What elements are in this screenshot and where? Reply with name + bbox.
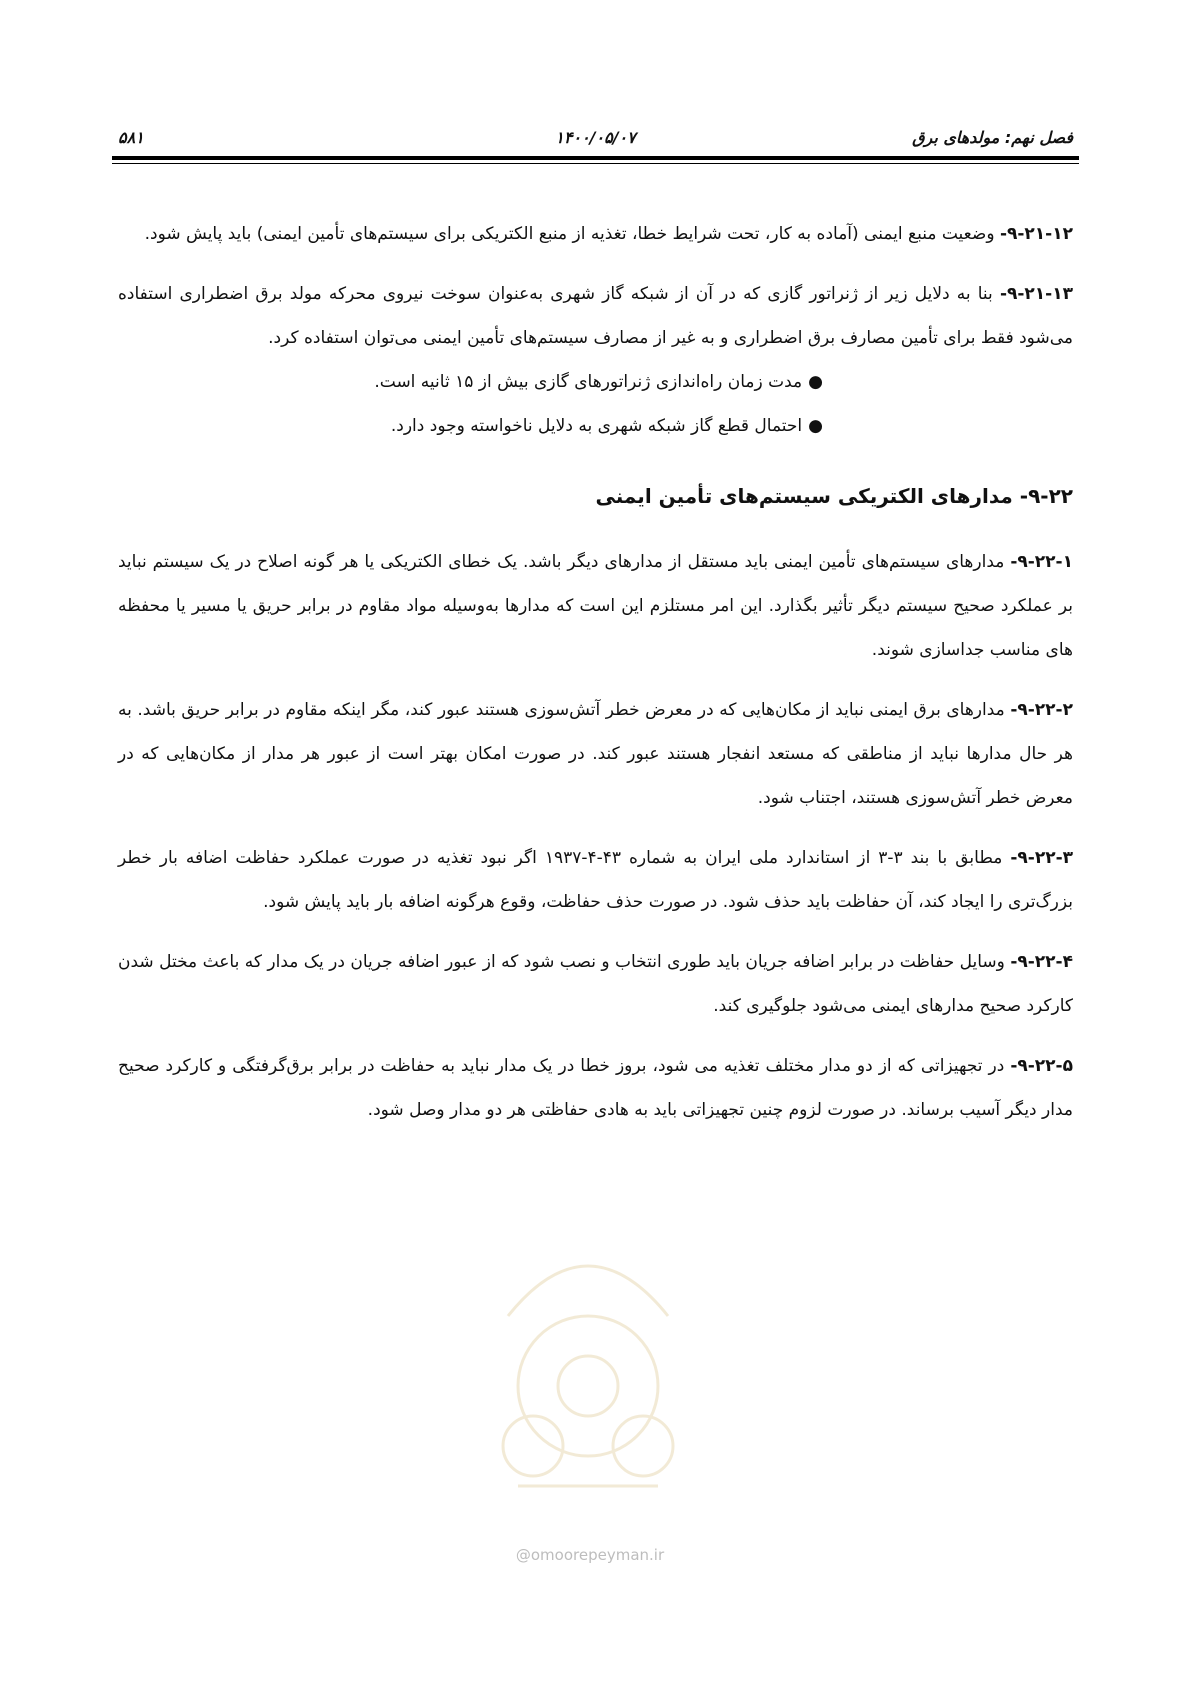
clause-number: ۹-۲۲-۱- [1010,552,1073,572]
clause-text: وسایل حفاظت در برابر اضافه جریان باید طوری انتخاب و نصب شود که از عبور اضافه جریان در یک مدار که باعث مختل شدن کارکرد صحیح مدارهای ایمنی می‌شود جلوگیری کند. [118,952,1073,1016]
paragraph [118,272,1073,360]
header-date: ۱۴۰۰/۰۵/۰۷ [555,127,636,147]
paragraph [118,836,1073,924]
watermark-arc [508,1266,668,1316]
list-item: ●مدت زمان راه‌اندازی ژنراتورهای گازی بیش از ۱۵ ثانیه است. [118,360,823,404]
paragraph [118,1044,1073,1132]
page-number: ۵۸۱ [118,127,144,147]
clause-number: ۹-۲۲-۵- [1010,1056,1073,1076]
watermark-gear-ring [518,1316,658,1456]
clause-number: ۹-۲۲-۲- [1010,700,1073,720]
watermark-site: @omoorepeyman.ir [515,1546,665,1564]
page-header [118,124,1073,150]
bullet-icon: ● [808,372,823,392]
paragraph [118,212,1073,256]
list-item: ●احتمال قطع گاز شبکه شهری به دلایل ناخواسته وجود دارد. [118,404,823,448]
paragraph [118,540,1073,672]
chapter-title: فصل نهم: مولدهای برق [912,127,1073,147]
paragraph [118,688,1073,820]
clause-text: مدارهای سیستم‌های تأمین ایمنی باید مستقل از مدارهای دیگر باشد. یک خطای الکتریکی یا هر گونه اصلاح در یک سیستم نباید بر عملکرد صحیح سیستم دیگر تأثیر بگذارد. این امر مستلزم این است که مدارها به‌وسیله مواد مقاوم در برابر حریق یا مسیر یا محفظه های مناسب جداسازی شوند. [118,552,1073,660]
watermark-logo-icon [478,1196,698,1536]
document-body [118,212,1073,1148]
clause-number: ۹-۲۱-۱۳- [999,284,1073,304]
clause-number: ۹-۲۲-۳- [1010,848,1074,868]
paragraph [118,940,1073,1028]
header-rule-thick [112,156,1079,160]
bullet-list [118,360,1073,448]
clause-text: بنا به دلایل زیر از ژنراتور گازی که در آن از شبکه گاز شهری به‌عنوان سوخت نیروی محرکه مولد برق اضطراری استفاده می‌شود فقط برای تأمین مصارف برق اضطراری و به غیر از مصارف سیستم‌های تأمین ایمنی می‌توان استفاده کرد. [118,284,1073,348]
bullet-icon: ● [808,416,823,436]
header-rule-thin [112,163,1079,164]
clause-text: وضعیت منبع ایمنی (آماده به کار، تحت شرایط خطا، تغذیه از منبع الکتریکی برای سیستم‌های تأمین ایمنی) باید پایش شود. [144,224,1000,244]
clause-number: ۹-۲۱-۱۲- [999,224,1073,244]
clause-text: در تجهیزاتی که از دو مدار مختلف تغذیه می شود، بروز خطا در یک مدار نباید به حفاظت در برابر برق‌گرفتگی و کارکرد صحیح مدار دیگر آسیب برساند. در صورت لزوم چنین تجهیزاتی باید به هادی حفاظتی هر دو مدار وصل شود. [118,1056,1073,1120]
clause-number: ۹-۲۲-۴- [1010,952,1073,972]
watermark-gear-hub [558,1356,618,1416]
clause-text: مطابق با بند ۳-۳ از استاندارد ملی ایران به شماره ۴۳-۴-۱۹۳۷ اگر نبود تغذیه در صورت عملکرد حفاظت اضافه بار خطر بزرگ‌تری را ایجاد کند، آن حفاظت باید حذف شود. در صورت حذف حفاظت، وقوع هرگونه اضافه بار باید پایش شود. [118,848,1073,912]
clause-text: مدارهای برق ایمنی نباید از مکان‌هایی که در معرض خطر آتش‌سوزی هستند عبور کند، مگر اینکه مقاوم در برابر حریق باشد. به هر حال مدارها نباید از مناطقی که مستعد انفجار هستند عبور کند. در صورت امکان بهتر است از عبور هر مدار از مکان‌هایی که در معرض خطر آتش‌سوزی هستند، اجتناب شود. [118,700,1073,808]
section-heading: ۹-۲۲- مدارهای الکتریکی سیستم‌های تأمین ایمنی [595,484,1073,508]
